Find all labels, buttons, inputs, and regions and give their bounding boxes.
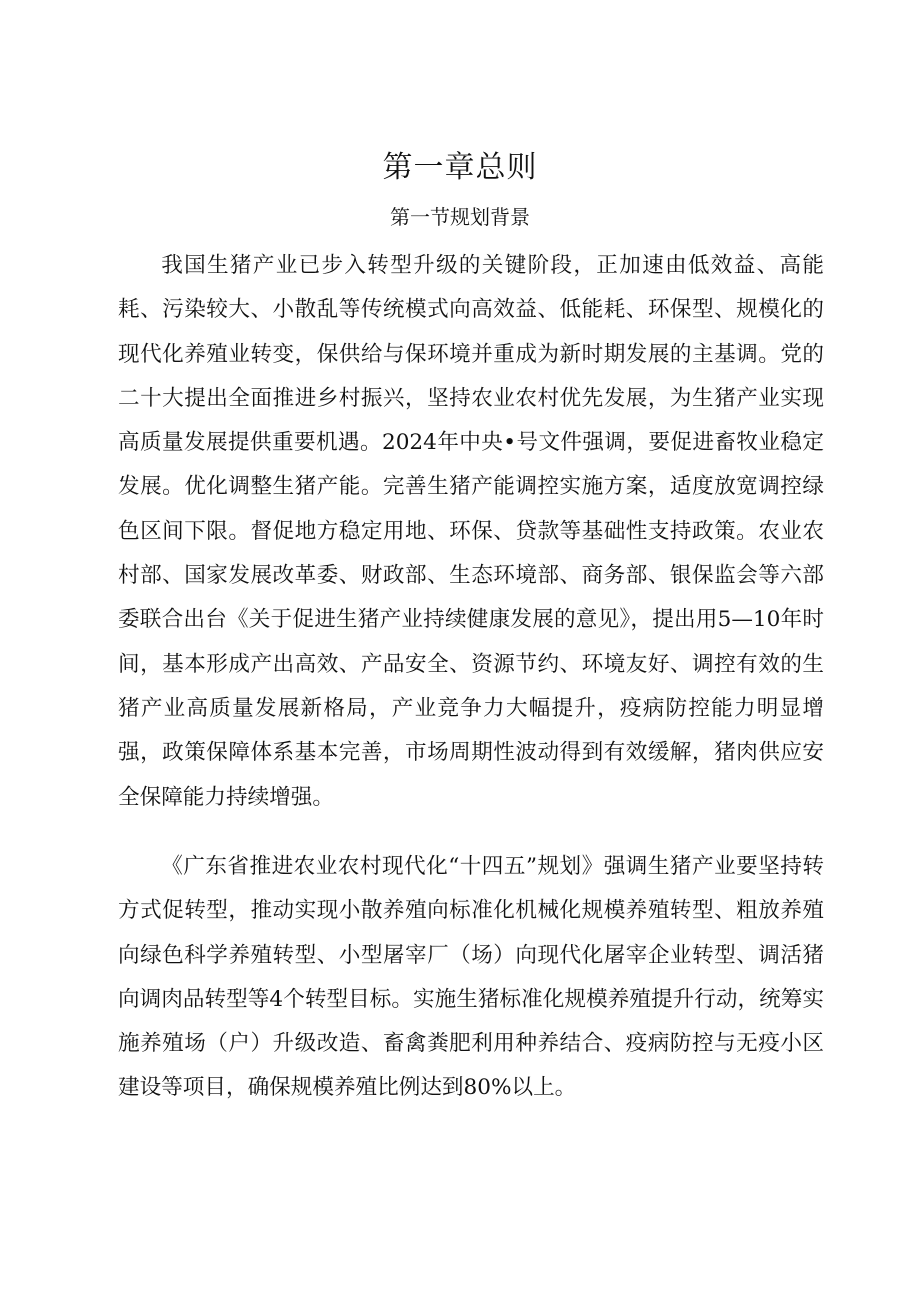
section-title: 第一节规划背景 (390, 205, 530, 229)
chapter-title: 第一章总则 (382, 150, 538, 185)
body-paragraph-1: 我国生猪产业已步入转型升级的关键阶段，正加速由低效益、高能耗、污染较大、小散乱等传统模式向高效益、低能耗、环保型、规模化的现代化养殖业转变，保供给与保环境并重成为新时期发展的主基调。党的二十大提出全面推进乡村振兴，坚持农业农村优先发展，为生猪产业实现高质量发展提供重要机遇。2024年中央•号文件强调，要促进畜牧业稳定发展。优化调整生猪产能。完善生猪产能调控实施方案，适度放宽调控绿色区间下限。督促地方稳定用地、环保、贷款等基础性支持政策。农业农村部、国家发展改革委、财政部、生态环境部、商务部、银保监会等六部委联合出台《关于促进生猪产业持续健康发展的意见》，提出用5—10年时间，基本形成产出高效、产品安全、资源节约、环境友好、调控有效的生猪产业高质量发展新格局，产业竞争力大幅提升，疫病防控能力明显增强，政策保障体系基本完善，市场周期性波动得到有效缓解，猪肉供应安全保障能力持续增强。 (118, 253, 824, 810)
body-paragraph-2: 《广东省推进农业农村现代化“十四五”规划》强调生猪产业要坚持转方式促转型，推动实现小散养殖向标准化机械化规模养殖转型、粗放养殖向绿色科学养殖转型、小型屠宰厂（场）向现代化屠宰企业转型、调活猪向调肉品转型等4个转型目标。实施生猪标准化规模养殖提升行动，统筹实施养殖场（户）升级改造、畜禽粪肥利用种养结合、疫病防控与无疫小区建设等项目，确保规模养殖比例达到80%以上。 (118, 854, 824, 1101)
